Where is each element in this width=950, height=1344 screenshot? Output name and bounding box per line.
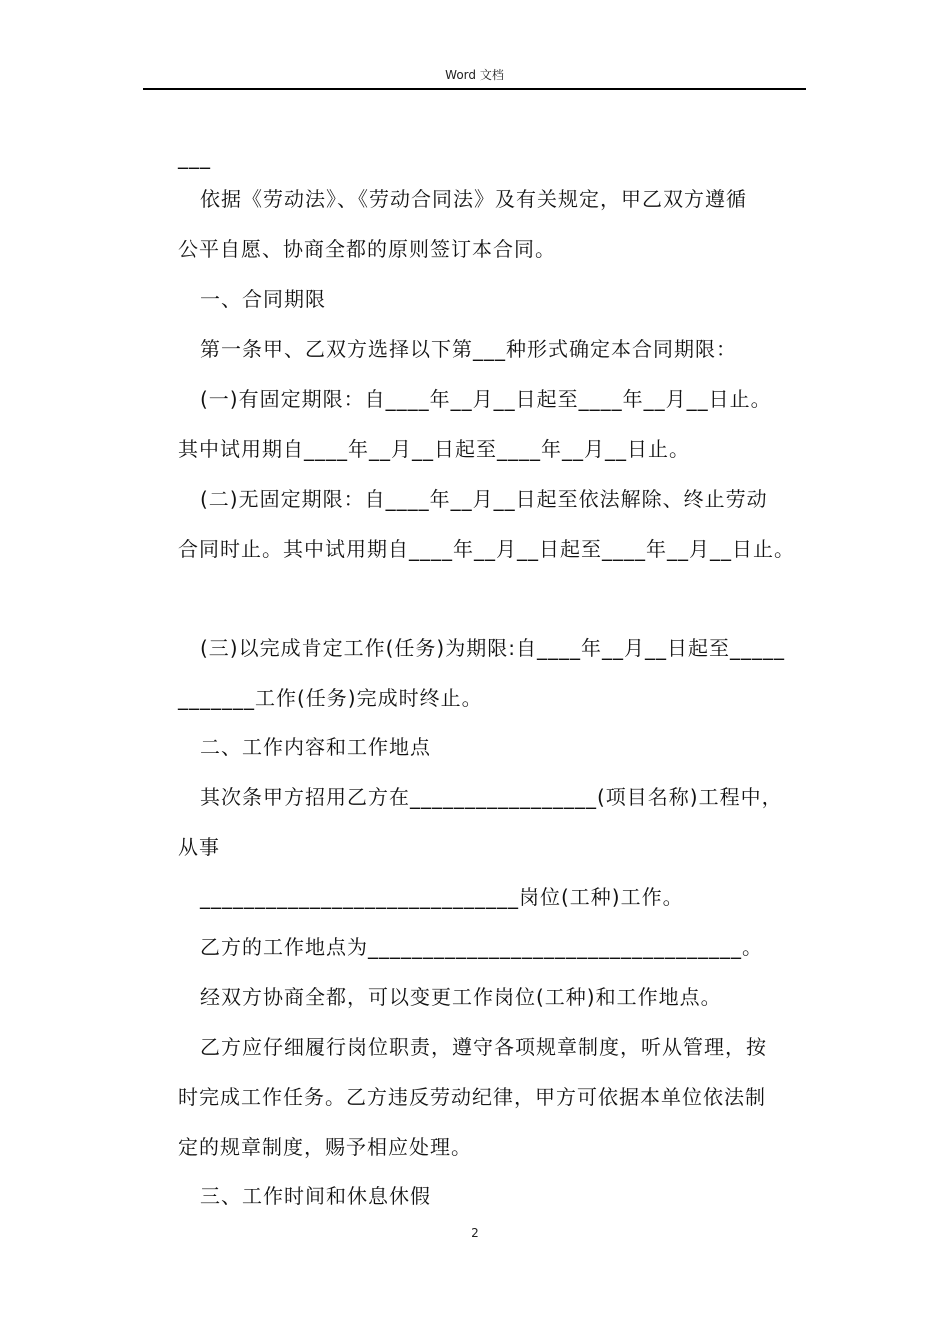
paragraph-line: 乙方应仔细履行岗位职责，遵守各项规章制度，听从管理，按 [200, 1035, 767, 1059]
paragraph-line: _______工作(任务)完成时终止。 [178, 686, 483, 710]
paragraph-line: 依据《劳动法》、《劳动合同法》及有关规定，甲乙双方遵循 [200, 187, 747, 211]
paragraph-line: 其中试用期自____年__月__日起至____年__月__日止。 [178, 437, 690, 461]
section-heading: 三、工作时间和休息休假 [200, 1184, 431, 1208]
paragraph-line: 公平自愿、协商全都的原则签订本合同。 [178, 237, 556, 261]
section-heading: 一、合同期限 [200, 287, 326, 311]
paragraph-line: 其次条甲方招用乙方在_________________(项目名称)工程中， [200, 785, 783, 809]
paragraph-line: (三)以完成肯定工作(任务)为期限:自____年__月__日起至_____ [200, 636, 785, 660]
header-title: Word 文档 [445, 68, 504, 82]
page-header [143, 62, 806, 90]
section-heading: 二、工作内容和工作地点 [200, 735, 431, 759]
paragraph-line: (二)无固定期限：自____年__月__日起至依法解除、终止劳动 [200, 487, 768, 511]
paragraph-line: (一)有固定期限：自____年__月__日起至____年__月__日止。 [200, 387, 772, 411]
paragraph-line: 第一条甲、乙双方选择以下第___种形式确定本合同期限： [200, 337, 737, 361]
paragraph-line: 合同时止。其中试用期自____年__月__日起至____年__月__日止。 [178, 537, 795, 561]
paragraph-line: 时完成工作任务。乙方违反劳动纪律，甲方可依据本单位依法制 [178, 1085, 766, 1109]
paragraph-line: 乙方的工作地点为__________________________________。 [200, 935, 763, 959]
paragraph-line: 从事 [178, 835, 220, 859]
paragraph-line: _____________________________岗位(工种)工作。 [200, 885, 684, 909]
paragraph-line: 经双方协商全都，可以变更工作岗位(工种)和工作地点。 [200, 985, 722, 1009]
page-number: 2 [471, 1226, 479, 1240]
blank-line: ___ [178, 145, 211, 169]
paragraph-line: 定的规章制度，赐予相应处理。 [178, 1135, 472, 1159]
